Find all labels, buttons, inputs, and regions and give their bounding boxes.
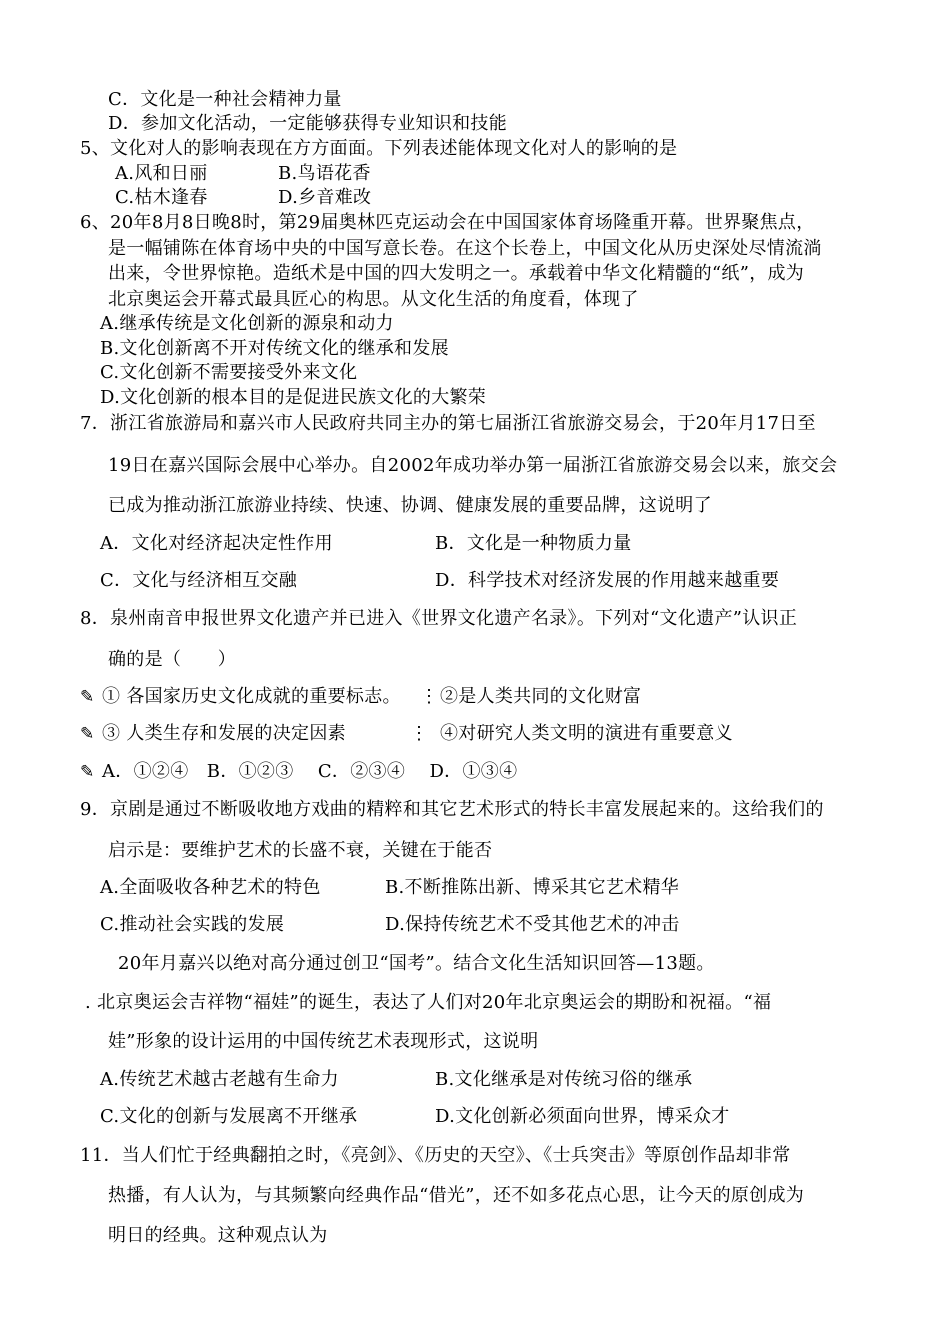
q9-option-b: B.不断推陈出新、博采其它艺术精华 xyxy=(385,877,680,898)
q6-option-b: B.文化创新离不开对传统文化的继承和发展 xyxy=(100,338,449,359)
q5-stem: 5、文化对人的影响表现在方方面面。下列表述能体现文化对人的影响的是 xyxy=(80,138,678,159)
q7-stem-line-2: 19日在嘉兴国际会展中心举办。自2002年成功举办第一届浙江省旅游交易会以来，旅交会 xyxy=(108,455,838,476)
q5-option-b: B.鸟语花香 xyxy=(278,163,371,184)
q9-stem-line-2: 启示是：要维护艺术的长盛不衰，关键在于能否 xyxy=(108,840,493,861)
q8-stem-line-2: 确的是（ ） xyxy=(108,649,237,670)
q8-options: A．①②④ B．①②③ C．②③④ D．①③④ xyxy=(102,761,518,782)
q11-stem-line-3: 明日的经典。这种观点认为 xyxy=(108,1225,328,1246)
q8-separator: ⋮ xyxy=(410,723,429,744)
q10-option-b: B.文化继承是对传统习俗的继承 xyxy=(435,1069,693,1090)
bullet-icon: ✎ xyxy=(80,762,95,782)
q5-option-c: C.枯木逢春 xyxy=(115,187,208,208)
q4-option-c: C．文化是一种社会精神力量 xyxy=(108,89,342,110)
q8-item-2: ②是人类共同的文化财富 xyxy=(440,686,642,707)
q10-option-c: C.文化的创新与发展离不开继承 xyxy=(100,1106,358,1127)
q10-option-a: A.传统艺术越古老越有生命力 xyxy=(100,1069,339,1090)
section-intro: 20年月嘉兴以绝对高分通过创卫“国考”。结合文化生活知识回答—13题。 xyxy=(118,953,715,974)
q8-item-1: ① 各国家历史文化成就的重要标志。 xyxy=(102,686,401,707)
q6-stem-line-1: 6、20年8月8日晚8时，第29届奥林匹克运动会在中国国家体育场隆重开幕。世界聚焦点， xyxy=(80,212,815,233)
q10-stem-line-1: . 北京奥运会吉祥物“福娃”的诞生，表达了人们对20年北京奥运会的期盼和祝福。“福 xyxy=(85,992,772,1013)
q7-stem-line-3: 已成为推动浙江旅游业持续、快速、协调、健康发展的重要品牌，这说明了 xyxy=(108,495,712,516)
bullet-icon: ✎ xyxy=(80,724,95,744)
q6-stem-line-4: 北京奥运会开幕式最具匠心的构思。从文化生活的角度看，体现了 xyxy=(108,289,639,310)
q6-option-d: D.文化创新的根本目的是促进民族文化的大繁荣 xyxy=(100,387,487,408)
q5-option-a: A.风和日丽 xyxy=(115,163,208,184)
q9-option-a: A.全面吸收各种艺术的特色 xyxy=(100,877,321,898)
q7-option-b: B．文化是一种物质力量 xyxy=(435,533,632,554)
q9-stem-line-1: 9．京剧是通过不断吸收地方戏曲的精粹和其它艺术形式的特长丰富发展起来的。这给我们的 xyxy=(80,799,824,820)
q10-stem-line-2: 娃”形象的设计运用的中国传统艺术表现形式，这说明 xyxy=(108,1031,539,1052)
q7-option-d: D．科学技术对经济发展的作用越来越重要 xyxy=(435,570,780,591)
q7-stem-line-1: 7．浙江省旅游局和嘉兴市人民政府共同主办的第七届浙江省旅游交易会，于20年月17日至 xyxy=(80,413,816,434)
q9-option-c: C.推动社会实践的发展 xyxy=(100,914,285,935)
q8-item-4: ④对研究人类文明的演进有重要意义 xyxy=(440,723,733,744)
q11-stem-line-2: 热播，有人认为，与其频繁向经典作品“借光”，还不如多花点心思，让今天的原创成为 xyxy=(108,1185,805,1206)
q5-option-d: D.乡音难改 xyxy=(278,187,372,208)
bullet-icon: ✎ xyxy=(80,687,95,707)
q9-option-d: D.保持传统艺术不受其他艺术的冲击 xyxy=(385,914,680,935)
q8-item-3: ③ 人类生存和发展的决定因素 xyxy=(102,723,346,744)
q8-stem-line-1: 8．泉州南音申报世界文化遗产并已进入《世界文化遗产名录》。下列对“文化遗产”认识正 xyxy=(80,608,798,629)
q6-stem-line-2: 是一幅铺陈在体育场中央的中国写意长卷。在这个长卷上，中国文化从历史深处尽情流淌 xyxy=(108,238,822,259)
q10-option-d: D.文化创新必须面向世界，博采众才 xyxy=(435,1106,730,1127)
q11-stem-line-1: 11．当人们忙于经典翻拍之时，《亮剑》、《历史的天空》、《士兵突击》等原创作品却非常 xyxy=(80,1145,791,1166)
q4-option-d: D．参加文化活动，一定能够获得专业知识和技能 xyxy=(108,113,508,134)
q6-option-c: C.文化创新不需要接受外来文化 xyxy=(100,362,358,383)
q7-option-c: C．文化与经济相互交融 xyxy=(100,570,298,591)
q6-stem-line-3: 出来，令世界惊艳。造纸术是中国的四大发明之一。承载着中华文化精髓的“纸”，成为 xyxy=(108,263,805,284)
q7-option-a: A．文化对经济起决定性作用 xyxy=(100,533,333,554)
q8-separator: ⋮ xyxy=(420,686,439,707)
q6-option-a: A.继承传统是文化创新的源泉和动力 xyxy=(100,313,394,334)
